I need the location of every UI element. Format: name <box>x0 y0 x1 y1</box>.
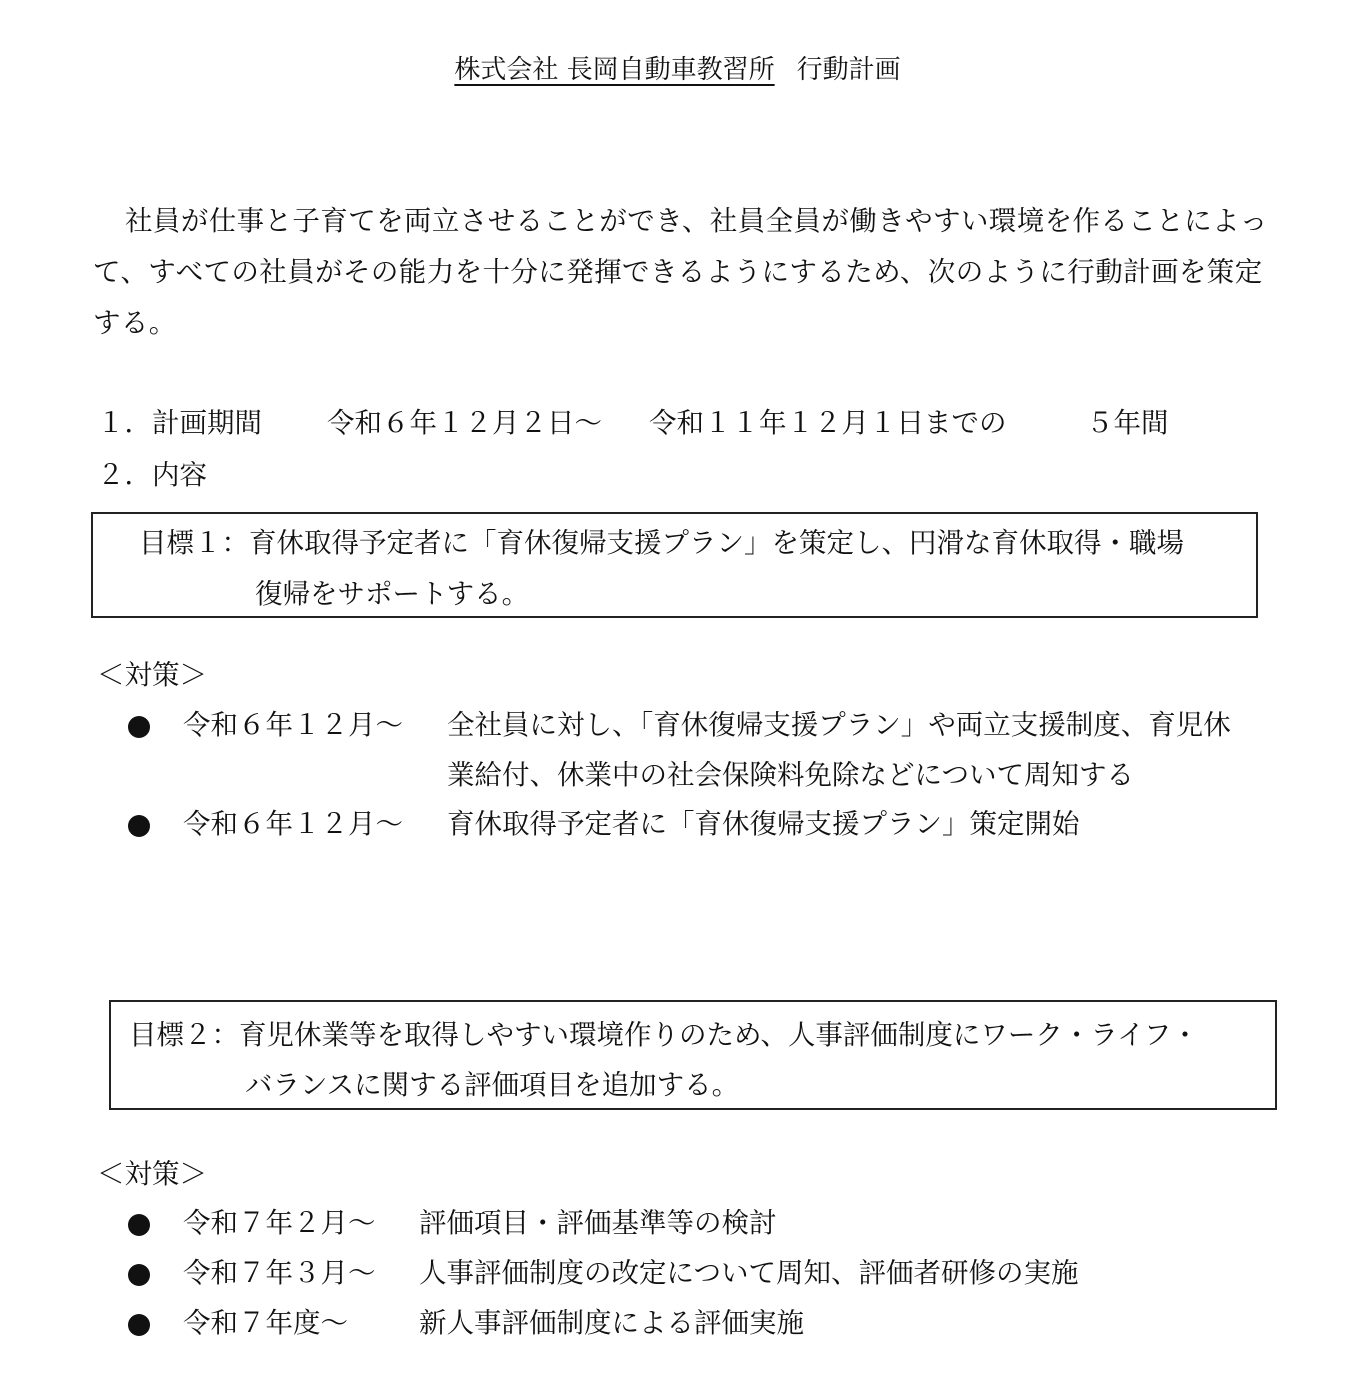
intro-paragraph <box>93 196 1283 349</box>
measure-text: 育休取得予定者に「育休復帰支援プラン」策定開始 <box>447 808 1080 840</box>
intro-line-2: よって、すべての社員がその能力を十分に発揮できるようにするため、次のように行動計画 <box>93 205 1268 288</box>
goal-2-measure-2 <box>183 1248 1283 1298</box>
company-name: 株式会社 長岡自動車教習所 <box>454 55 775 85</box>
intro-line-1: 社員が仕事と子育てを両立させることができ、社員全員が働きやすい環境を作ることに <box>125 205 1212 237</box>
plan-period-label: １．計画期間 <box>97 407 262 439</box>
goal-2-box <box>109 1000 1277 1110</box>
goal-1-measure-2 <box>183 799 1283 849</box>
measure-text-line-2: 業給付、休業中の社会保険料免除などについて周知する <box>447 759 1134 791</box>
measure-text: 人事評価制度の改定について周知、評価者研修の実施 <box>419 1257 1079 1289</box>
goal-1-measure-1 <box>183 700 1283 800</box>
bullet-icon <box>128 1314 150 1336</box>
bullet-icon <box>128 815 150 837</box>
bullet-icon <box>128 716 150 738</box>
plan-period-start: 令和６年１２月２日～ <box>327 407 602 439</box>
goal-1-box <box>91 512 1258 618</box>
plan-period <box>97 400 1169 446</box>
bullet-icon <box>128 1264 150 1286</box>
goal-2-measures-label: ＜対策＞ <box>97 1158 207 1190</box>
bullet-icon <box>128 1214 150 1236</box>
intro-line-3: を策定する。 <box>93 256 1263 339</box>
measure-date: 令和７年２月～ <box>183 1207 376 1239</box>
goal-1-measures-label: ＜対策＞ <box>97 659 207 691</box>
measure-date: 令和６年１２月～ <box>183 808 403 840</box>
goal-2-measure-3 <box>183 1298 1283 1348</box>
measure-text-line-1: 全社員に対し、「育休復帰支援プラン」や両立支援制度、育児休 <box>447 709 1231 741</box>
goal-1-continuation: 復帰をサポートする。 <box>255 578 530 610</box>
goal-1-heading: 目標１：育休取得予定者に「育休復帰支援プラン」を策定し、円滑な育休取得・職場 <box>139 527 1184 559</box>
measure-text: 評価項目・評価基準等の検討 <box>419 1207 777 1239</box>
measure-date: 令和６年１２月～ <box>183 709 403 741</box>
plan-period-end: 令和１１年１２月１日までの <box>649 407 1007 439</box>
title-suffix: 行動計画 <box>796 55 901 85</box>
goal-2-heading: 目標２：育児休業等を取得しやすい環境作りのため、人事評価制度にワーク・ライフ・ <box>129 1019 1199 1051</box>
content-heading: ２．内容 <box>97 459 207 491</box>
measure-date: 令和７年３月～ <box>183 1257 376 1289</box>
measure-text: 新人事評価制度による評価実施 <box>419 1307 804 1339</box>
plan-period-duration: ５年間 <box>1086 407 1169 439</box>
goal-2-measure-1 <box>183 1198 1283 1248</box>
goal-2-continuation: バランスに関する評価項目を追加する。 <box>245 1069 740 1101</box>
document-title <box>0 50 1355 90</box>
measure-date: 令和７年度～ <box>183 1307 348 1339</box>
